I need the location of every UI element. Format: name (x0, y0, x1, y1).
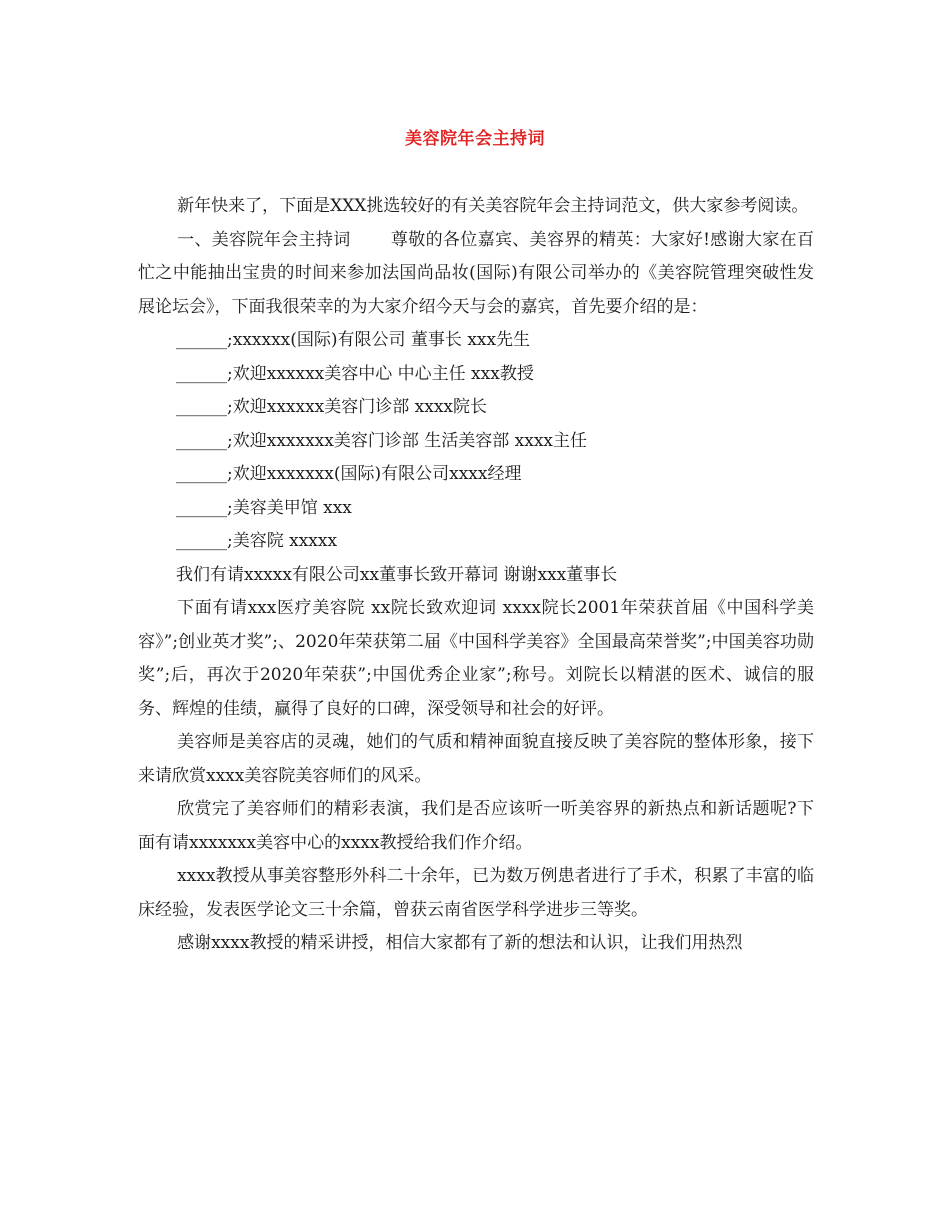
intro-paragraph: 新年快来了，下面是XXX挑选较好的有关美容院年会主持词范文，供大家参考阅读。 (177, 196, 809, 216)
body-paragraph: 下面有请xxx医疗美容院 xx院长致欢迎词 xxxx院长2001年荣获首届《中国科学美容》”;创业英才奖”;、2020年荣获第二届《中国科学美容》全国最高荣誉奖”;中国美容功勋奖”;后，再次于2020年荣获”;中国优秀企业家”;称号。刘院长以精湛的医术、诚信的服务、辉煌的佳绩，赢得了良好的口碑，深受领导和社会的好评。 (138, 598, 814, 719)
document-title: 美容院年会主持词 (405, 129, 545, 149)
section-heading: 一、美容院年会主持词 (177, 229, 351, 250)
guest-line: ______;美容院 xxxxx (176, 531, 338, 551)
section-text: 尊敬的各位嘉宾、美容界的精英：大家好!感谢大家在百忙之中能抽出宝贵的时间来参加法国尚品妆(国际)有限公司举办的《美容院管理突破性发展论坛会》，下面我很荣幸的为大家介绍今天与会的嘉宾，首先要介绍的是： (138, 229, 814, 317)
body-paragraph: xxxx教授从事美容整形外科二十余年，已为数万例患者进行了手术，积累了丰富的临床经验，发表医学论文三十余篇，曾获云南省医学科学进步三等奖。 (138, 866, 814, 920)
guest-line: ______;欢迎xxxxxxx(国际)有限公司xxxx经理 (176, 464, 522, 484)
guest-line: ______;欢迎xxxxxxx美容门诊部 生活美容部 xxxx主任 (176, 430, 587, 451)
body-paragraph: 美容师是美容店的灵魂，她们的气质和精神面貌直接反映了美容院的整体形象，接下来请欣赏xxxx美容院美容师们的风采。 (138, 732, 814, 786)
guest-line: ______;美容美甲馆 xxx (176, 497, 352, 518)
body-paragraph: 感谢xxxx教授的精采讲授，相信大家都有了新的想法和认识，让我们用热烈 (177, 933, 743, 953)
body-paragraph: 欣赏完了美容师们的精彩表演，我们是否应该听一听美容界的新热点和新话题呢?下面有请xxxxxxx美容中心的xxxx教授给我们作介绍。 (138, 799, 814, 853)
body-paragraph: 我们有请xxxxx有限公司xx董事长致开幕词 谢谢xxx董事长 (176, 564, 618, 585)
section-paragraph (138, 224, 814, 325)
document-body (138, 190, 814, 961)
guest-line: ______;欢迎xxxxxx美容门诊部 xxxx院长 (176, 397, 488, 417)
guest-line: ______;xxxxxx(国际)有限公司 董事长 xxx先生 (176, 330, 531, 350)
guest-line: ______;欢迎xxxxxx美容中心 中心主任 xxx教授 (176, 363, 534, 384)
